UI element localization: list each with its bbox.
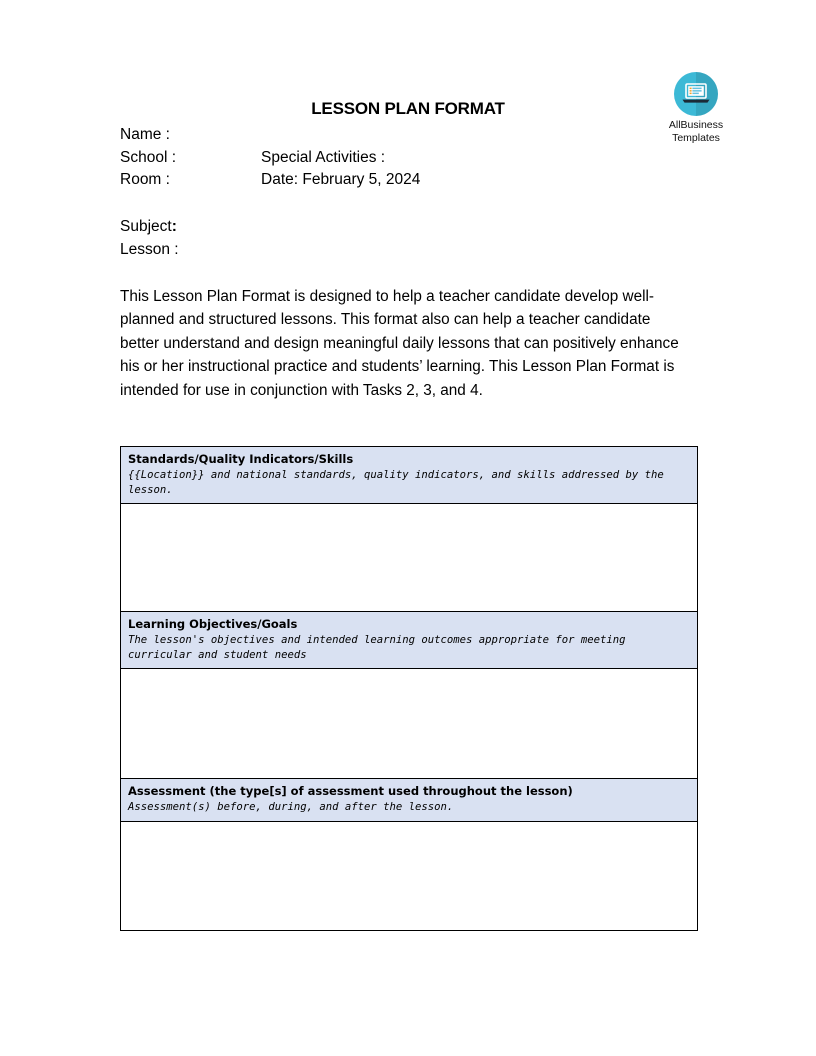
section-assessment-description: Assessment(s) before, during, and after the lesson. xyxy=(128,801,454,814)
lesson-plan-table xyxy=(120,446,698,931)
section-assessment-body[interactable] xyxy=(121,822,697,930)
header-info-block xyxy=(120,124,680,192)
lesson-label: Lesson : xyxy=(120,241,179,258)
special-activities-label: Special Activities : xyxy=(261,148,386,166)
section-learning-objectives-description: The lesson's objectives and intended learning outcomes appropriate for meeting curricular and student needs xyxy=(128,634,626,661)
logo-caption-line1: AllBusiness xyxy=(668,119,724,131)
section-standards xyxy=(121,447,697,612)
section-learning-objectives xyxy=(121,612,697,779)
date-value: Date: February 5, 2024 xyxy=(261,171,421,188)
school-label: School : xyxy=(120,148,177,166)
info-row-name xyxy=(120,124,680,147)
subject-row xyxy=(120,215,179,238)
section-assessment xyxy=(121,779,697,930)
section-standards-description: {{Location}} and national standards, quality indicators, and skills addressed by the lesson. xyxy=(128,469,664,496)
subject-lesson-block xyxy=(120,215,179,261)
subject-colon: : xyxy=(171,218,177,235)
subject-label: Subject xyxy=(120,218,172,235)
section-standards-title: Standards/Quality Indicators/Skills xyxy=(128,452,354,466)
section-standards-header xyxy=(121,447,697,504)
info-row-room xyxy=(120,169,680,192)
info-row-school xyxy=(120,147,680,170)
lesson-row xyxy=(120,238,179,261)
name-label: Name : xyxy=(120,126,170,143)
section-assessment-header xyxy=(121,779,697,822)
page-title: LESSON PLAN FORMAT xyxy=(311,99,505,118)
section-standards-body[interactable] xyxy=(121,504,697,612)
intro-paragraph: This Lesson Plan Format is designed to help a teacher candidate develop well-planned and structured lessons. This format also can help a teacher candidate better understand and design meaningful daily lessons that can positively enhance his or her instructional practice and students’ learning. This Lesson Plan Format is intended for use in conjunction with Tasks 2, 3, and 4. xyxy=(120,288,679,399)
logo-caption-line2: Templates xyxy=(672,131,720,144)
section-assessment-title: Assessment (the type[s] of assessment used throughout the lesson) xyxy=(128,784,573,799)
section-learning-objectives-body[interactable] xyxy=(121,669,697,779)
section-learning-objectives-title: Learning Objectives/Goals xyxy=(128,617,298,632)
section-learning-objectives-header xyxy=(121,612,697,669)
room-label: Room : xyxy=(120,171,170,188)
